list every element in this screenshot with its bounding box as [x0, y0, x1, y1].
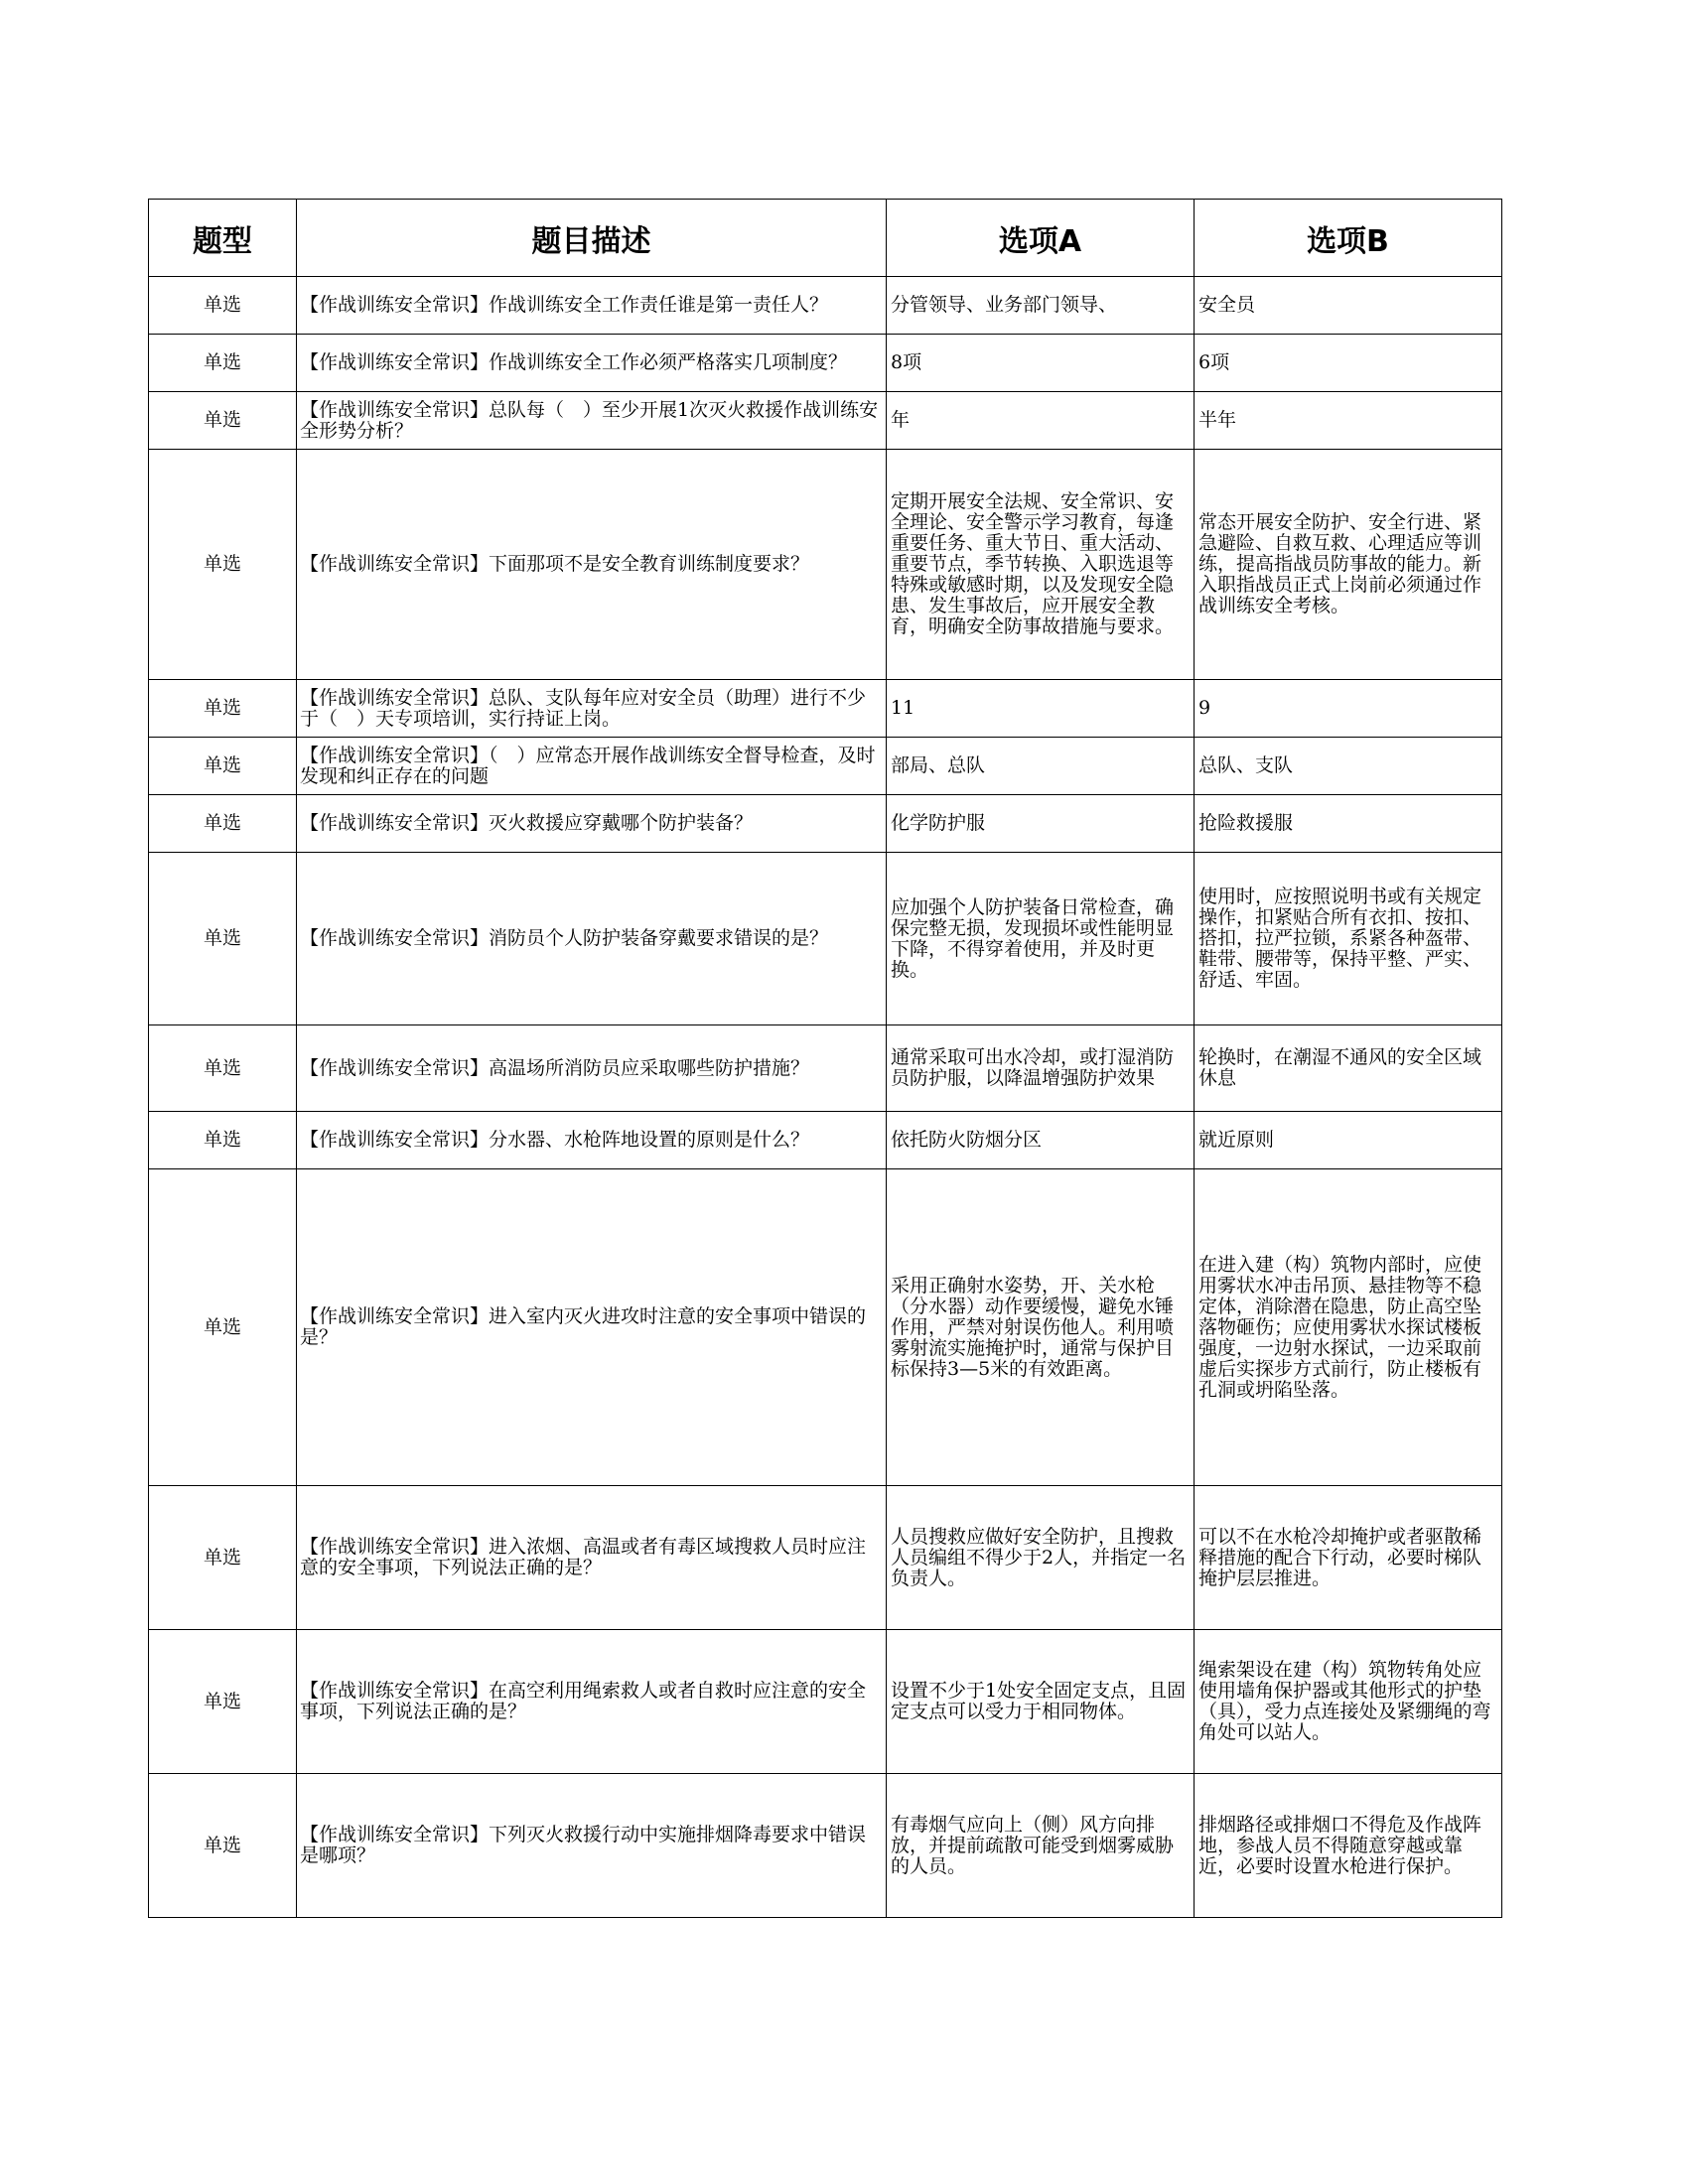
option-b: 轮换时，在潮湿不通风的安全区域休息 [1195, 1025, 1502, 1112]
question-type: 单选 [149, 277, 297, 335]
table-row [149, 738, 1502, 795]
option-a: 人员搜救应做好安全防护，且搜救人员编组不得少于2人，并指定一名负责人。 [887, 1486, 1195, 1630]
question-description: 【作战训练安全常识】（ ）应常态开展作战训练安全督导检查，及时发现和纠正存在的问题 [297, 738, 887, 795]
table-row [149, 392, 1502, 450]
table-row [149, 1486, 1502, 1630]
option-a: 有毒烟气应向上（侧）风方向排放，并提前疏散可能受到烟雾威胁的人员。 [887, 1774, 1195, 1918]
option-a: 通常采取可出水冷却，或打湿消防员防护服，以降温增强防护效果 [887, 1025, 1195, 1112]
table-row [149, 1630, 1502, 1774]
table-row [149, 853, 1502, 1025]
header-row [149, 200, 1502, 277]
question-description: 【作战训练安全常识】进入浓烟、高温或者有毒区域搜救人员时应注意的安全事项，下列说法正确的是？ [297, 1486, 887, 1630]
question-description: 【作战训练安全常识】灭火救援应穿戴哪个防护装备？ [297, 795, 887, 853]
question-type: 单选 [149, 853, 297, 1025]
option-b: 排烟路径或排烟口不得危及作战阵地，参战人员不得随意穿越或靠近，必要时设置水枪进行保护。 [1195, 1774, 1502, 1918]
table-row [149, 335, 1502, 392]
option-b: 使用时，应按照说明书或有关规定操作，扣紧贴合所有衣扣、按扣、搭扣，拉严拉锁，系紧各种盔带、鞋带、腰带等，保持平整、严实、舒适、牢固。 [1195, 853, 1502, 1025]
question-description: 【作战训练安全常识】进入室内灭火进攻时注意的安全事项中错误的是？ [297, 1169, 887, 1486]
question-type: 单选 [149, 1169, 297, 1486]
question-type: 单选 [149, 335, 297, 392]
option-b: 安全员 [1195, 277, 1502, 335]
option-b: 绳索架设在建（构）筑物转角处应使用墙角保护器或其他形式的护垫（具），受力点连接处及紧绷绳的弯角处可以站人。 [1195, 1630, 1502, 1774]
question-type: 单选 [149, 1774, 297, 1918]
question-description: 【作战训练安全常识】下面那项不是安全教育训练制度要求？ [297, 450, 887, 680]
option-a: 设置不少于1处安全固定支点，且固定支点可以受力于相同物体。 [887, 1630, 1195, 1774]
option-a: 依托防火防烟分区 [887, 1112, 1195, 1169]
question-sheet [148, 199, 1502, 1918]
option-b: 抢险救援服 [1195, 795, 1502, 853]
option-b: 9 [1195, 680, 1502, 738]
table-row [149, 450, 1502, 680]
question-description: 【作战训练安全常识】作战训练安全工作责任谁是第一责任人？ [297, 277, 887, 335]
question-type: 单选 [149, 450, 297, 680]
question-type: 单选 [149, 392, 297, 450]
option-a: 8项 [887, 335, 1195, 392]
option-a: 化学防护服 [887, 795, 1195, 853]
question-description: 【作战训练安全常识】高温场所消防员应采取哪些防护措施？ [297, 1025, 887, 1112]
question-type: 单选 [149, 738, 297, 795]
option-b: 就近原则 [1195, 1112, 1502, 1169]
question-type: 单选 [149, 1630, 297, 1774]
option-b: 总队、支队 [1195, 738, 1502, 795]
question-description: 【作战训练安全常识】消防员个人防护装备穿戴要求错误的是？ [297, 853, 887, 1025]
option-a: 采用正确射水姿势，开、关水枪（分水器）动作要缓慢，避免水锤作用，严禁对射误伤他人。利用喷雾射流实施掩护时，通常与保护目标保持3—5米的有效距离。 [887, 1169, 1195, 1486]
table-row [149, 1112, 1502, 1169]
option-a: 定期开展安全法规、安全常识、安全理论、安全警示学习教育，每逢重要任务、重大节日、重大活动、重要节点，季节转换、入职选退等特殊或敏感时期，以及发现安全隐患、发生事故后，应开展安全教育，明确安全防事故措施与要求。 [887, 450, 1195, 680]
option-a: 部局、总队 [887, 738, 1195, 795]
option-b: 在进入建（构）筑物内部时，应使用雾状水冲击吊顶、悬挂物等不稳定体，消除潜在隐患，防止高空坠落物砸伤；应使用雾状水探试楼板强度，一边射水探试，一边采取前虚后实探步方式前行，防止楼板有孔洞或坍陷坠落。 [1195, 1169, 1502, 1486]
table-row [149, 1774, 1502, 1918]
option-b: 常态开展安全防护、安全行进、紧急避险、自救互救、心理适应等训练，提高指战员防事故的能力。新入职指战员正式上岗前必须通过作战训练安全考核。 [1195, 450, 1502, 680]
question-type: 单选 [149, 1112, 297, 1169]
question-description: 【作战训练安全常识】分水器、水枪阵地设置的原则是什么？ [297, 1112, 887, 1169]
question-type: 单选 [149, 680, 297, 738]
question-description: 【作战训练安全常识】作战训练安全工作必须严格落实几项制度？ [297, 335, 887, 392]
option-a: 年 [887, 392, 1195, 450]
table-row [149, 1169, 1502, 1486]
option-b: 可以不在水枪冷却掩护或者驱散稀释措施的配合下行动，必要时梯队掩护层层推进。 [1195, 1486, 1502, 1630]
question-description: 【作战训练安全常识】下列灭火救援行动中实施排烟降毒要求中错误是哪项？ [297, 1774, 887, 1918]
question-description: 【作战训练安全常识】在高空利用绳索救人或者自救时应注意的安全事项，下列说法正确的是？ [297, 1630, 887, 1774]
option-a: 分管领导、业务部门领导、 [887, 277, 1195, 335]
header-option-a: 选项A [887, 200, 1195, 277]
option-b: 6项 [1195, 335, 1502, 392]
question-type: 单选 [149, 1486, 297, 1630]
question-table [148, 199, 1502, 1918]
table-row [149, 795, 1502, 853]
header-option-b: 选项B [1195, 200, 1502, 277]
table-row [149, 680, 1502, 738]
question-description: 【作战训练安全常识】总队、支队每年应对安全员（助理）进行不少于（ ）天专项培训，实行持证上岗。 [297, 680, 887, 738]
table-row [149, 277, 1502, 335]
header-description: 题目描述 [297, 200, 887, 277]
question-type: 单选 [149, 795, 297, 853]
question-description: 【作战训练安全常识】总队每（ ）至少开展1次灭火救援作战训练安全形势分析？ [297, 392, 887, 450]
option-a: 应加强个人防护装备日常检查，确保完整无损，发现损坏或性能明显下降，不得穿着使用，并及时更换。 [887, 853, 1195, 1025]
option-a: 11 [887, 680, 1195, 738]
table-row [149, 1025, 1502, 1112]
question-type: 单选 [149, 1025, 297, 1112]
header-type: 题型 [149, 200, 297, 277]
option-b: 半年 [1195, 392, 1502, 450]
